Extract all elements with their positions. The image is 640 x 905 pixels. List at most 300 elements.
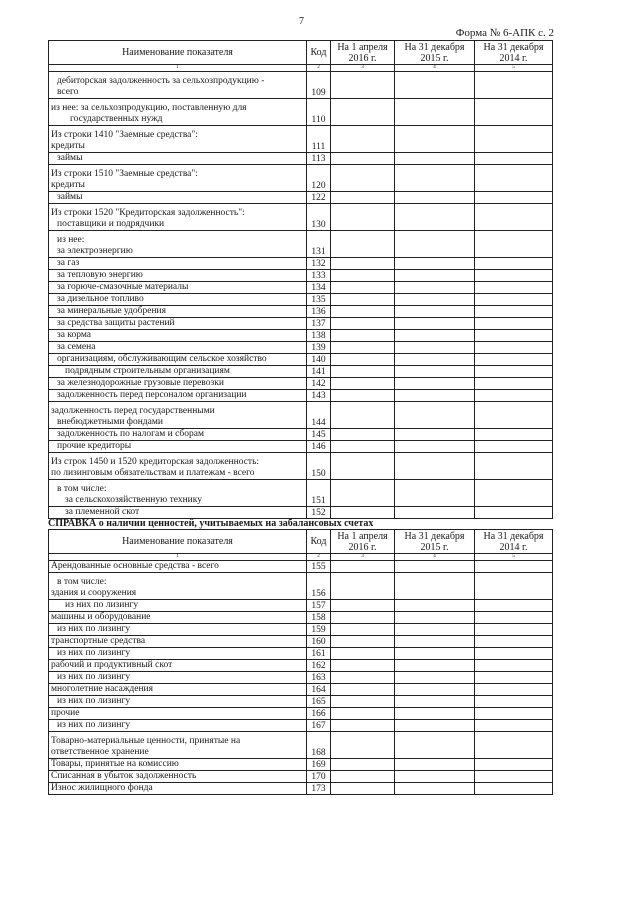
table-row [49,294,553,306]
row-label-line: дебиторская задолженность за сельхозпродукцию - [57,76,265,86]
value-cell[interactable] [475,600,553,612]
value-cell[interactable] [475,165,553,192]
row-code: 167 [307,720,331,732]
row-label-line: Износ жилищного фонда [51,783,153,793]
value-cell[interactable] [475,771,553,783]
row-label-line: за горюче-смазочные материалы [57,282,189,292]
row-code: 158 [307,612,331,624]
page-number: 7 [299,16,304,27]
colnum-4: 4 [395,65,475,72]
row-label [49,684,307,696]
row-label [49,612,307,624]
table-row [49,612,553,624]
value-cell[interactable] [475,561,553,573]
header-col2: На 31 декабря 2015 г. [395,530,475,554]
value-cell[interactable] [475,573,553,600]
value-cell[interactable] [331,696,395,708]
table-row [49,402,553,429]
row-code: 162 [307,660,331,672]
table-row [49,378,553,390]
row-label-line: Арендованные основные средства - всего [51,561,219,571]
row-label-line: Товарно-материальные ценности, принятые на [51,736,241,746]
value-cell[interactable] [331,390,395,402]
row-code: 146 [307,441,331,453]
value-cell[interactable] [395,231,475,258]
row-label-line: Из строки 1410 "Заемные средства": [51,130,198,140]
value-cell[interactable] [331,72,395,99]
value-cell[interactable] [475,624,553,636]
row-label [49,708,307,720]
value-cell[interactable] [331,573,395,600]
value-cell[interactable] [475,258,553,270]
value-cell[interactable] [475,648,553,660]
row-code: 150 [307,453,331,480]
header-col1: На 1 апреля 2016 г. [331,530,395,554]
value-cell[interactable] [331,636,395,648]
table-row [49,600,553,612]
value-cell[interactable] [475,453,553,480]
value-cell[interactable] [395,165,475,192]
row-label [49,783,307,795]
value-cell[interactable] [475,636,553,648]
value-cell[interactable] [475,342,553,354]
value-cell[interactable] [395,720,475,732]
row-code: 109 [307,72,331,99]
row-label-line: за газ [57,258,80,268]
row-label-line: из нее: [57,235,85,245]
value-cell[interactable] [475,696,553,708]
row-code: 132 [307,258,331,270]
row-label-line: кредиты [51,141,85,151]
value-cell[interactable] [395,99,475,126]
row-label-line: займы [57,153,83,163]
value-cell[interactable] [475,759,553,771]
value-cell[interactable] [331,204,395,231]
value-cell[interactable] [395,192,475,204]
value-cell[interactable] [395,441,475,453]
row-label-line: из них по лизингу [57,672,131,682]
row-label [49,318,307,330]
value-cell[interactable] [331,294,395,306]
value-cell[interactable] [395,660,475,672]
header-name: Наименование показателя [49,530,307,554]
value-cell[interactable] [475,192,553,204]
value-cell[interactable] [475,684,553,696]
value-cell[interactable] [475,318,553,330]
row-label-line: Товары, принятые на комиссию [51,759,179,769]
table-row [49,648,553,660]
value-cell[interactable] [395,783,475,795]
row-code: 142 [307,378,331,390]
row-label [49,660,307,672]
value-cell[interactable] [475,282,553,294]
colnum-2: 2 [307,65,331,72]
table-row [49,696,553,708]
header-code: Код [307,530,331,554]
colnum-5: 5 [475,65,553,72]
value-cell[interactable] [395,72,475,99]
value-cell[interactable] [331,126,395,153]
table-row [49,561,553,573]
row-code: 133 [307,270,331,282]
table-row [49,573,553,600]
row-label [49,192,307,204]
value-cell[interactable] [475,231,553,258]
value-cell[interactable] [395,294,475,306]
row-label-line: государственных нужд [70,114,163,124]
row-label [49,480,307,507]
row-label [49,270,307,282]
value-cell[interactable] [395,561,475,573]
row-code: 137 [307,318,331,330]
row-code: 143 [307,390,331,402]
value-cell[interactable] [395,453,475,480]
row-label-line: кредиты [51,180,85,190]
value-cell[interactable] [395,330,475,342]
value-cell[interactable] [331,366,395,378]
value-cell[interactable] [395,480,475,507]
row-label-line: за железнодорожные грузовые перевозки [57,378,224,388]
table-row [49,72,553,99]
value-cell[interactable] [475,126,553,153]
value-cell[interactable] [331,231,395,258]
row-code: 145 [307,429,331,441]
value-cell[interactable] [475,270,553,282]
value-cell[interactable] [395,672,475,684]
value-cell[interactable] [331,165,395,192]
value-cell[interactable] [331,453,395,480]
table-row [49,342,553,354]
row-code: 120 [307,165,331,192]
row-label-line: транспортные средства [51,636,146,646]
row-code: 122 [307,192,331,204]
colnum-1: 1 [49,65,307,72]
table-row [49,126,553,153]
row-code: 113 [307,153,331,165]
value-cell[interactable] [331,354,395,366]
value-cell[interactable] [475,402,553,429]
row-label-line: за сельскохозяйственную технику [65,495,202,505]
table-row [49,720,553,732]
row-code: 110 [307,99,331,126]
value-cell[interactable] [475,390,553,402]
row-label [49,453,307,480]
value-cell[interactable] [395,390,475,402]
value-cell[interactable] [331,342,395,354]
value-cell[interactable] [331,318,395,330]
row-label [49,354,307,366]
row-label-line: задолженность перед персоналом организации [57,390,247,400]
row-label-line: за корма [57,330,91,340]
table-row [49,672,553,684]
table-row [49,771,553,783]
table-row [49,354,553,366]
row-code: 131 [307,231,331,258]
row-code: 170 [307,771,331,783]
row-code: 156 [307,573,331,600]
colnum-2: 2 [307,554,331,561]
value-cell[interactable] [395,696,475,708]
row-code: 166 [307,708,331,720]
row-label [49,759,307,771]
value-cell[interactable] [475,306,553,318]
value-cell[interactable] [395,600,475,612]
row-label [49,330,307,342]
header-code: Код [307,41,331,65]
row-label-line: всего [57,87,79,97]
table-row [49,507,553,519]
value-cell[interactable] [475,441,553,453]
row-label [49,378,307,390]
row-label-line: поставщики и подрядчики [57,219,165,229]
value-cell[interactable] [331,402,395,429]
row-label [49,282,307,294]
row-label [49,429,307,441]
value-cell[interactable] [395,378,475,390]
value-cell[interactable] [395,366,475,378]
value-cell[interactable] [331,612,395,624]
row-code: 139 [307,342,331,354]
value-cell[interactable] [475,204,553,231]
row-label-line: подрядным строительным организациям [65,366,230,376]
row-label-line: из них по лизингу [57,720,131,730]
colnum-3: 3 [331,554,395,561]
value-cell[interactable] [331,306,395,318]
row-label [49,126,307,153]
value-cell[interactable] [331,153,395,165]
row-code: 141 [307,366,331,378]
section-title: СПРАВКА о наличии ценностей, учитываемых на забалансовых счетах [48,518,374,529]
table-row [49,192,553,204]
value-cell[interactable] [331,660,395,672]
row-label-line: Из строки 1510 "Заемные средства": [51,169,198,179]
value-cell[interactable] [331,672,395,684]
row-label-line: в том числе: [57,484,107,494]
value-cell[interactable] [475,612,553,624]
table-row [49,330,553,342]
value-cell[interactable] [395,624,475,636]
row-label [49,402,307,429]
row-code: 111 [307,126,331,153]
value-cell[interactable] [331,99,395,126]
row-label-line: за средства защиты растений [57,318,175,328]
value-cell[interactable] [395,270,475,282]
row-label [49,720,307,732]
table-row [49,708,553,720]
indicators-table [48,40,553,519]
table-row [49,318,553,330]
value-cell[interactable] [395,429,475,441]
value-cell[interactable] [395,732,475,759]
colnum-4: 4 [395,554,475,561]
value-cell[interactable] [395,759,475,771]
value-cell[interactable] [331,708,395,720]
value-cell[interactable] [331,771,395,783]
row-code: 159 [307,624,331,636]
row-label-line: многолетние насаждения [51,684,153,694]
row-label-line: Списанная в убыток задолженность [51,771,197,781]
row-label-line: прочие [51,708,80,718]
row-code: 164 [307,684,331,696]
value-cell[interactable] [331,480,395,507]
row-label-line: за дизельное топливо [57,294,144,304]
row-label [49,99,307,126]
value-cell[interactable] [475,366,553,378]
value-cell[interactable] [331,648,395,660]
row-label [49,573,307,600]
row-label-line: ответственное хранение [51,747,149,757]
table-row [49,306,553,318]
value-cell[interactable] [475,660,553,672]
value-cell[interactable] [395,708,475,720]
row-label [49,231,307,258]
row-label [49,366,307,378]
row-label-line: за тепловую энергию [57,270,143,280]
value-cell[interactable] [331,270,395,282]
form-label: Форма № 6-АПК с. 2 [455,27,554,39]
value-cell[interactable] [395,402,475,429]
table-row [49,258,553,270]
row-code: 173 [307,783,331,795]
row-label-line: из них по лизингу [57,624,131,634]
value-cell[interactable] [475,294,553,306]
value-cell[interactable] [475,672,553,684]
value-cell[interactable] [331,507,395,519]
row-label [49,441,307,453]
value-cell[interactable] [475,153,553,165]
value-cell[interactable] [331,600,395,612]
value-cell[interactable] [475,429,553,441]
row-label [49,258,307,270]
row-label [49,696,307,708]
value-cell[interactable] [331,783,395,795]
value-cell[interactable] [395,153,475,165]
value-cell[interactable] [331,330,395,342]
row-code: 165 [307,696,331,708]
row-code: 169 [307,759,331,771]
value-cell[interactable] [331,192,395,204]
row-label-line: здания и сооружения [51,588,137,598]
row-label-line: за минеральные удобрения [57,306,166,316]
value-cell[interactable] [331,441,395,453]
value-cell[interactable] [395,636,475,648]
value-cell[interactable] [475,99,553,126]
value-cell[interactable] [395,612,475,624]
value-cell[interactable] [475,732,553,759]
value-cell[interactable] [395,771,475,783]
table-row [49,429,553,441]
value-cell[interactable] [331,624,395,636]
value-cell[interactable] [475,720,553,732]
colnum-5: 5 [475,554,553,561]
row-label-line: внебюджетными фондами [57,417,163,427]
colnum-1: 1 [49,554,307,561]
row-label-line: из них по лизингу [65,600,139,610]
row-label-line: задолженность по налогам и сборам [57,429,204,439]
row-label-line: организациям, обслуживающим сельское хозяйство [57,354,267,364]
value-cell[interactable] [475,507,553,519]
row-label [49,153,307,165]
table-row [49,390,553,402]
value-cell[interactable] [395,684,475,696]
value-cell[interactable] [395,306,475,318]
table-row [49,165,553,192]
value-cell[interactable] [395,318,475,330]
row-code: 155 [307,561,331,573]
row-label [49,672,307,684]
value-cell[interactable] [475,330,553,342]
colnum-3: 3 [331,65,395,72]
row-code: 152 [307,507,331,519]
row-code: 161 [307,648,331,660]
row-label-line: займы [57,192,83,202]
table-row [49,99,553,126]
row-label [49,561,307,573]
table-row [49,684,553,696]
value-cell[interactable] [395,204,475,231]
value-cell[interactable] [395,282,475,294]
row-label [49,390,307,402]
header-col3: На 31 декабря 2014 г. [475,41,553,65]
value-cell[interactable] [475,72,553,99]
row-label [49,507,307,519]
row-code: 136 [307,306,331,318]
value-cell[interactable] [395,258,475,270]
row-label [49,732,307,759]
value-cell[interactable] [395,507,475,519]
value-cell[interactable] [395,648,475,660]
row-label-line: за племенной скот [65,507,140,517]
value-cell[interactable] [331,732,395,759]
row-label-line: в том числе: [57,577,107,587]
row-label [49,165,307,192]
value-cell[interactable] [331,759,395,771]
value-cell[interactable] [331,561,395,573]
value-cell[interactable] [475,378,553,390]
table-row [49,282,553,294]
value-cell[interactable] [475,783,553,795]
value-cell[interactable] [331,720,395,732]
row-label-line: машины и оборудование [51,612,151,622]
value-cell[interactable] [331,282,395,294]
table-row [49,153,553,165]
row-label [49,600,307,612]
value-cell[interactable] [475,480,553,507]
value-cell[interactable] [475,708,553,720]
value-cell[interactable] [395,354,475,366]
value-cell[interactable] [331,258,395,270]
value-cell[interactable] [331,429,395,441]
row-code: 130 [307,204,331,231]
value-cell[interactable] [331,378,395,390]
row-label [49,306,307,318]
row-label-line: Из строк 1450 и 1520 кредиторская задолженность: [51,457,260,467]
row-label-line: за семена [57,342,96,352]
value-cell[interactable] [331,684,395,696]
value-cell[interactable] [475,354,553,366]
header-col2: На 31 декабря 2015 г. [395,41,475,65]
row-label [49,204,307,231]
row-label-line: рабочий и продуктивный скот [51,660,173,670]
value-cell[interactable] [395,342,475,354]
value-cell[interactable] [395,126,475,153]
row-label-line: Из строки 1520 "Кредиторская задолженность": [51,208,245,218]
table-row [49,660,553,672]
table-row [49,231,553,258]
value-cell[interactable] [395,573,475,600]
row-label [49,294,307,306]
table-row [49,783,553,795]
